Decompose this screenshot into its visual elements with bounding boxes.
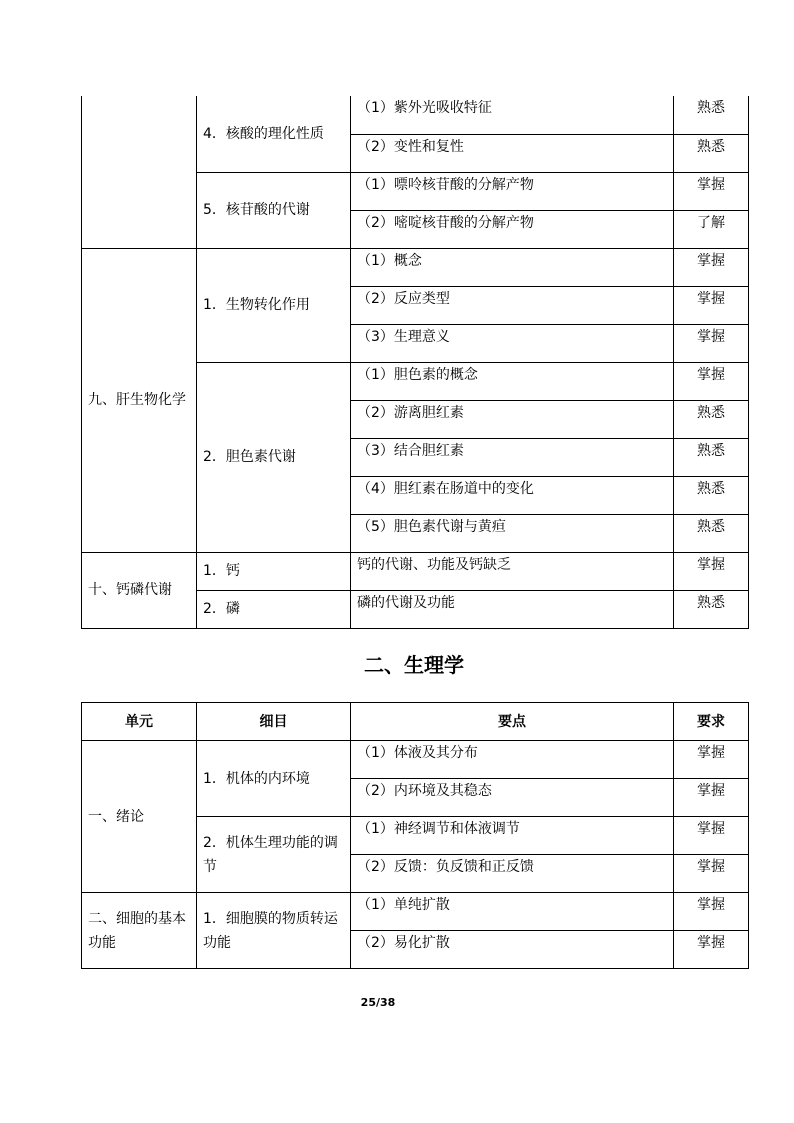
requirement-cell: 掌握 <box>674 324 749 362</box>
requirement-cell: 掌握 <box>674 741 749 779</box>
point-cell: （1）单纯扩散 <box>351 893 674 931</box>
unit-cell <box>82 96 197 248</box>
requirement-cell: 掌握 <box>674 817 749 855</box>
unit-cell: 十、钙磷代谢 <box>82 552 197 628</box>
requirement-cell: 熟悉 <box>674 476 749 514</box>
point-cell: （1）概念 <box>351 248 674 286</box>
syllabus-table-physiology <box>81 702 749 969</box>
table-row <box>82 741 749 779</box>
table-row <box>82 552 749 590</box>
requirement-cell: 熟悉 <box>674 514 749 552</box>
point-cell: （1）神经调节和体液调节 <box>351 817 674 855</box>
table-row <box>82 248 749 286</box>
point-cell: （3）生理意义 <box>351 324 674 362</box>
section-title: 二、生理学 <box>364 653 464 677</box>
header-unit: 单元 <box>82 703 197 741</box>
table-row <box>82 96 749 134</box>
point-cell: （5）胆色素代谢与黄疸 <box>351 514 674 552</box>
requirement-cell: 熟悉 <box>674 134 749 172</box>
table-row <box>82 893 749 931</box>
detail-cell: 4．核酸的理化性质 <box>197 96 351 172</box>
detail-cell: 2．胆色素代谢 <box>197 362 351 552</box>
detail-cell: 2．机体生理功能的调节 <box>197 817 351 893</box>
point-cell: （1）紫外光吸收特征 <box>351 96 674 134</box>
requirement-cell: 熟悉 <box>674 400 749 438</box>
requirement-cell: 熟悉 <box>674 590 749 628</box>
detail-cell: 5．核苷酸的代谢 <box>197 172 351 248</box>
point-cell: （4）胆红素在肠道中的变化 <box>351 476 674 514</box>
detail-cell: 1．机体的内环境 <box>197 741 351 817</box>
point-cell: （2）易化扩散 <box>351 931 674 969</box>
requirement-cell: 掌握 <box>674 248 749 286</box>
requirement-cell: 掌握 <box>674 779 749 817</box>
unit-cell: 九、肝生物化学 <box>82 248 197 552</box>
page-number: 25/38 <box>360 996 396 1009</box>
requirement-cell: 掌握 <box>674 931 749 969</box>
point-cell: （2）变性和复性 <box>351 134 674 172</box>
point-cell: （1）体液及其分布 <box>351 741 674 779</box>
requirement-cell: 掌握 <box>674 286 749 324</box>
requirement-cell: 掌握 <box>674 855 749 893</box>
detail-cell: 1．生物转化作用 <box>197 248 351 362</box>
unit-cell: 一、绪论 <box>82 741 197 893</box>
requirement-cell: 熟悉 <box>674 96 749 134</box>
point-cell: （2）游离胆红素 <box>351 400 674 438</box>
unit-cell: 二、细胞的基本功能 <box>82 893 197 969</box>
point-cell: （2）嘧啶核苷酸的分解产物 <box>351 210 674 248</box>
detail-cell: 1．钙 <box>197 552 351 590</box>
syllabus-table-biochemistry <box>81 96 749 629</box>
point-cell: （1）胆色素的概念 <box>351 362 674 400</box>
point-cell: 钙的代谢、功能及钙缺乏 <box>351 552 674 590</box>
requirement-cell: 了解 <box>674 210 749 248</box>
requirement-cell: 掌握 <box>674 893 749 931</box>
point-cell: （2）内环境及其稳态 <box>351 779 674 817</box>
table-header-row <box>82 703 749 741</box>
header-detail: 细目 <box>197 703 351 741</box>
requirement-cell: 掌握 <box>674 172 749 210</box>
point-cell: （3）结合胆红素 <box>351 438 674 476</box>
requirement-cell: 掌握 <box>674 552 749 590</box>
point-cell: 磷的代谢及功能 <box>351 590 674 628</box>
point-cell: （2）反应类型 <box>351 286 674 324</box>
point-cell: （2）反馈：负反馈和正反馈 <box>351 855 674 893</box>
header-requirement: 要求 <box>674 703 749 741</box>
detail-cell: 2．磷 <box>197 590 351 628</box>
header-point: 要点 <box>351 703 674 741</box>
requirement-cell: 掌握 <box>674 362 749 400</box>
requirement-cell: 熟悉 <box>674 438 749 476</box>
detail-cell: 1．细胞膜的物质转运功能 <box>197 893 351 969</box>
point-cell: （1）嘌呤核苷酸的分解产物 <box>351 172 674 210</box>
